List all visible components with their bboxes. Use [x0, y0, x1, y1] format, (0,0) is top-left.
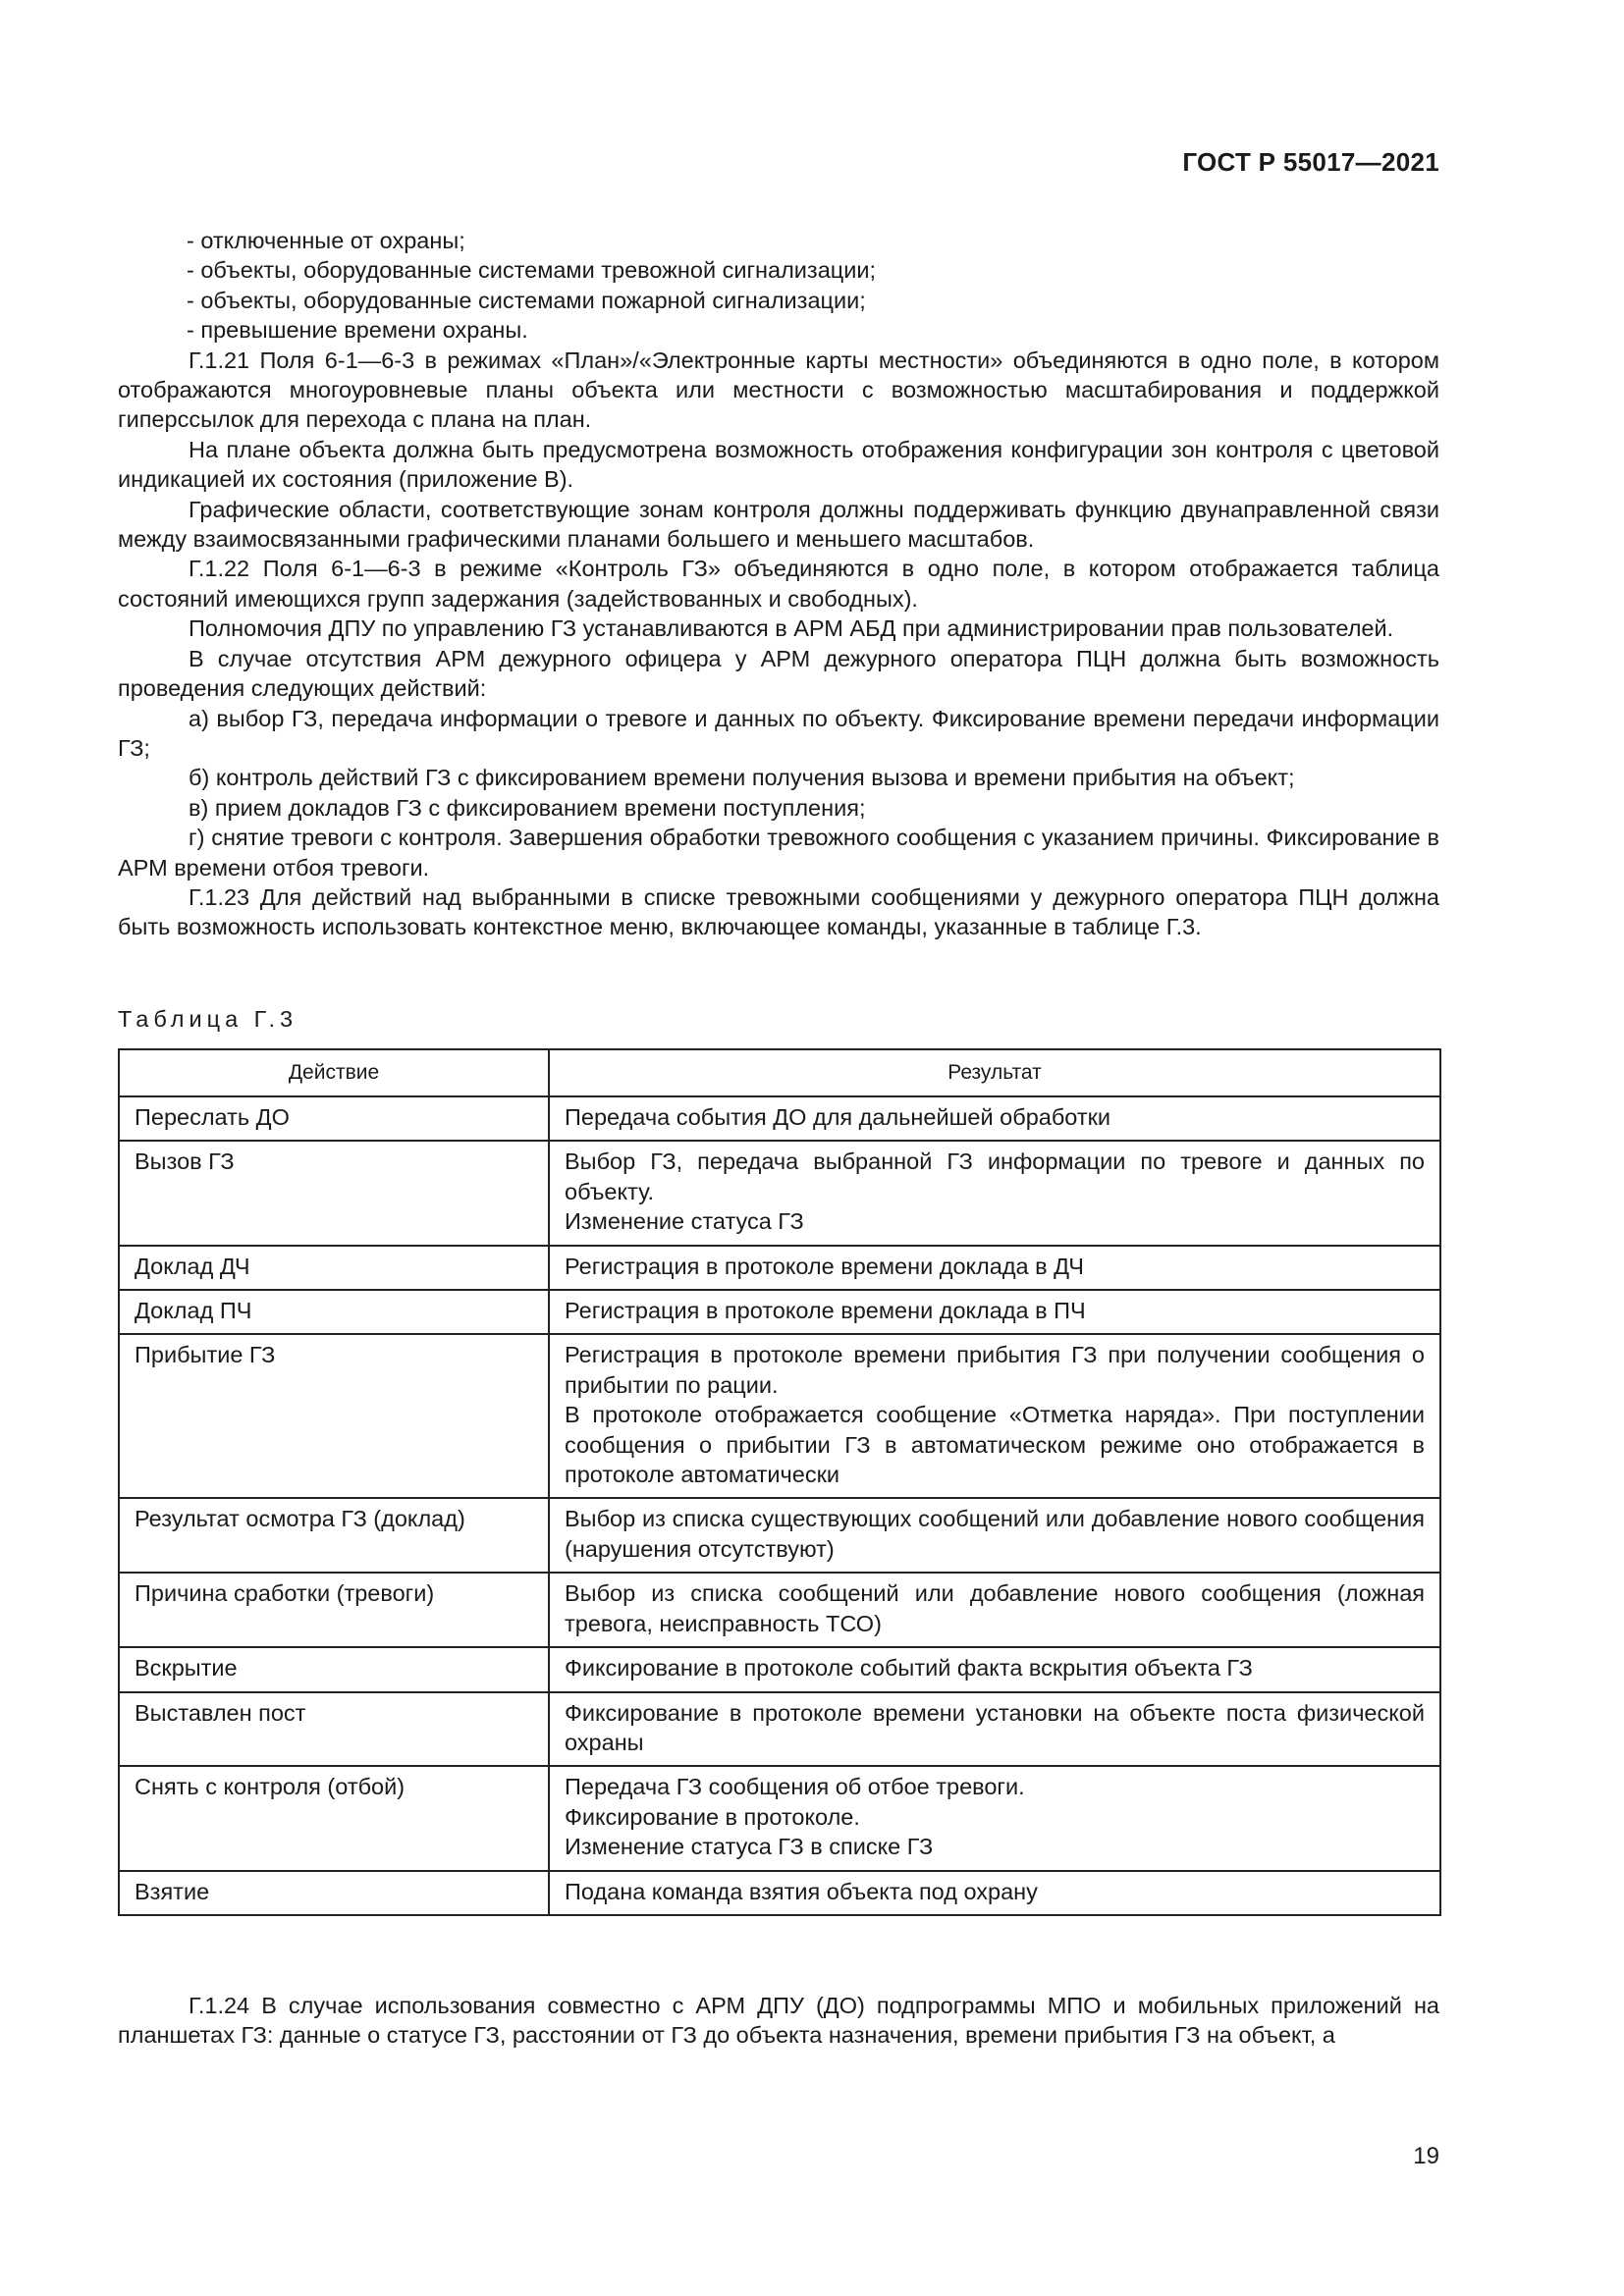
- bullet-item: - объекты, оборудованные системами тревожной сигнализации;: [187, 257, 877, 284]
- paragraph-g1-22: Г.1.22 Поля 6-1—6-3 в режиме «Контроль ГЗ» объединяются в одно поле, в котором отображается таблица состояний имеющихся групп задержания (задействованных и свободных).: [118, 556, 1439, 612]
- result-cell: Регистрация в протоколе времени доклада в ДЧ: [549, 1246, 1440, 1290]
- result-cell: Выбор из списка существующих сообщений или добавление нового сообщения (нарушения отсутствуют): [549, 1498, 1440, 1573]
- result-cell: Фиксирование в протоколе событий факта вскрытия объекта ГЗ: [549, 1647, 1440, 1691]
- result-cell: Регистрация в протоколе времени доклада в ПЧ: [549, 1290, 1440, 1334]
- table-row: [119, 1334, 1440, 1498]
- list-item-b: б) контроль действий ГЗ с фиксированием времени получения вызова и времени прибытия на объект;: [189, 765, 1295, 791]
- paragraph-g1-21: Г.1.21 Поля 6-1—6-3 в режимах «План»/«Электронные карты местности» объединяются в одно поле, в котором отображаются многоуровневые планы объекта или местности с возможностью масштабирования и поддержкой гиперссылок для перехода с плана на план.: [118, 347, 1439, 433]
- result-cell: Регистрация в протоколе времени прибытия ГЗ при получении сообщения о прибытии по рации. В протоколе отображается сообщение «Отметка наряда». При поступлении сообщения о прибытии ГЗ в автоматическом режиме оно отображается в протоколе автоматически: [549, 1334, 1440, 1498]
- page-number: 19: [1413, 2143, 1439, 2169]
- table-row: [119, 1647, 1440, 1691]
- action-cell: Выставлен пост: [119, 1692, 549, 1767]
- list-item-g: г) снятие тревоги с контроля. Завершения обработки тревожного сообщения с указанием причины. Фиксирование в АРМ времени отбоя тревоги.: [118, 825, 1439, 881]
- table-row: [119, 1498, 1440, 1573]
- result-cell: Передача ГЗ сообщения об отбое тревоги. Фиксирование в протоколе. Изменение статуса ГЗ в списке ГЗ: [549, 1766, 1440, 1870]
- header-action: Действие: [119, 1049, 549, 1096]
- paragraph: На плане объекта должна быть предусмотрена возможность отображения конфигурации зон контроля с цветовой индикацией их состояния (приложение В).: [118, 436, 1439, 493]
- standard-header: ГОСТ Р 55017—2021: [1182, 147, 1439, 177]
- header-result: Результат: [549, 1049, 1440, 1096]
- bullet-item: - превышение времени охраны.: [187, 317, 528, 344]
- paragraph-g1-23: Г.1.23 Для действий над выбранными в списке тревожными сообщениями у дежурного оператора ПЦН должна быть возможность использовать контекстное меню, включающее команды, указанные в таблице Г.3.: [118, 883, 1439, 940]
- after-table-text: [118, 1991, 1439, 2051]
- list-item-v: в) прием докладов ГЗ с фиксированием времени поступления;: [189, 794, 866, 821]
- action-cell: Результат осмотра ГЗ (доклад): [119, 1498, 549, 1573]
- action-cell: Переслать ДО: [119, 1096, 549, 1141]
- paragraph-g1-24: Г.1.24 В случае использования совместно с АРМ ДПУ (ДО) подпрограммы МПО и мобильных приложений на планшетах ГЗ: данные о статусе ГЗ, расстоянии от ГЗ до объекта назначения, времени прибытия ГЗ на объект, а: [118, 1993, 1439, 2049]
- action-cell: Вскрытие: [119, 1647, 549, 1691]
- commands-table: [118, 1048, 1441, 1916]
- result-cell: Передача события ДО для дальнейшей обработки: [549, 1096, 1440, 1141]
- result-cell: Выбор из списка сообщений или добавление нового сообщения (ложная тревога, неисправность ТСО): [549, 1573, 1440, 1647]
- table-row: [119, 1766, 1440, 1870]
- table-row: [119, 1096, 1440, 1141]
- action-cell: Причина сработки (тревоги): [119, 1573, 549, 1647]
- result-cell: Фиксирование в протоколе времени установки на объекте поста физической охраны: [549, 1692, 1440, 1767]
- action-cell: Доклад ДЧ: [119, 1246, 549, 1290]
- paragraph: Графические области, соответствующие зонам контроля должны поддерживать функцию двунаправленной связи между взаимосвязанными графическими планами большего и меньшего масштабов.: [118, 496, 1439, 553]
- table-header-row: [119, 1049, 1440, 1096]
- paragraph: Полномочия ДПУ по управлению ГЗ устанавливаются в АРМ АБД при администрировании прав пользователей.: [189, 615, 1394, 642]
- body-text: [118, 226, 1439, 942]
- paragraph: В случае отсутствия АРМ дежурного офицера у АРМ дежурного оператора ПЦН должна быть возможность проведения следующих действий:: [118, 645, 1439, 702]
- table-row: [119, 1141, 1440, 1245]
- table-caption: Таблица Г.3: [118, 1006, 298, 1032]
- bullet-item: - отключенные от охраны;: [187, 228, 465, 253]
- result-cell: Подана команда взятия объекта под охрану: [549, 1871, 1440, 1915]
- table-row: [119, 1871, 1440, 1915]
- action-cell: Прибытие ГЗ: [119, 1334, 549, 1498]
- bullet-item: - объекты, оборудованные системами пожарной сигнализации;: [187, 287, 866, 313]
- action-cell: Снять с контроля (отбой): [119, 1766, 549, 1870]
- table-row: [119, 1290, 1440, 1334]
- table-row: [119, 1573, 1440, 1647]
- result-cell: Выбор ГЗ, передача выбранной ГЗ информации по тревоге и данных по объекту. Изменение статуса ГЗ: [549, 1141, 1440, 1245]
- action-cell: Вызов ГЗ: [119, 1141, 549, 1245]
- action-cell: Доклад ПЧ: [119, 1290, 549, 1334]
- table-row: [119, 1246, 1440, 1290]
- action-cell: Взятие: [119, 1871, 549, 1915]
- table-row: [119, 1692, 1440, 1767]
- list-item-a: а) выбор ГЗ, передача информации о тревоге и данных по объекту. Фиксирование времени передачи информации ГЗ;: [118, 705, 1439, 761]
